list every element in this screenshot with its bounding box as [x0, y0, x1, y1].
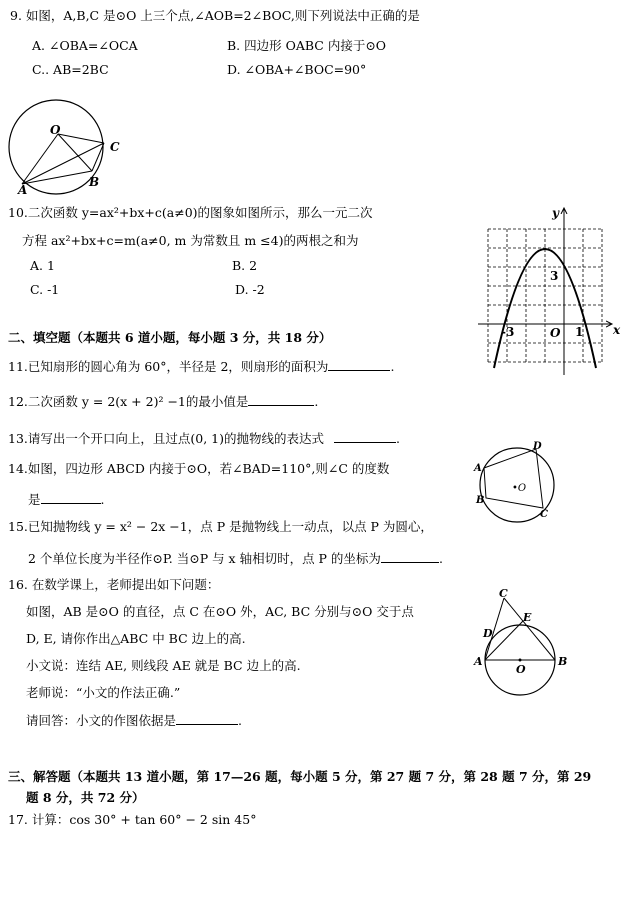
q16-line2: 如图，AB 是⊙O 的直径，点 C 在⊙O 外，AC, BC 分别与⊙O 交于点 — [26, 604, 414, 619]
fig16-label-c: C — [499, 587, 508, 600]
graph-y-label: y — [552, 206, 559, 220]
q15-text: 2 个单位长度为半径作⊙P. 当⊙P 与 x 轴相切时，点 P 的坐标为 — [28, 551, 381, 566]
q16-line3: D, E, 请你作出△ABC 中 BC 边上的高. — [26, 631, 246, 646]
graph-x-label: x — [613, 323, 621, 337]
fig14-label-b: B — [476, 495, 485, 506]
q10-line1: 10.二次函数 y=ax²+bx+c(a≠0)的图象如图所示，那么一元二次 — [8, 205, 373, 220]
fig9-label-b: B — [89, 175, 100, 189]
q12-answer-blank[interactable] — [248, 393, 314, 406]
q13 — [8, 430, 400, 447]
q9-option-a: A. ∠OBA=∠OCA — [32, 38, 138, 53]
fig9-label-c: C — [110, 140, 120, 154]
q14-line2 — [28, 491, 105, 508]
graph-tick-3: 3 — [550, 269, 559, 283]
q13-answer-blank[interactable] — [334, 430, 396, 443]
fig16-label-b: B — [558, 655, 568, 668]
q14-end: . — [100, 492, 105, 507]
q10-option-d: D. -2 — [235, 282, 265, 297]
q16-line6 — [26, 712, 242, 729]
graph-tick-1: 1 — [575, 325, 584, 339]
fig14-label-c: C — [540, 509, 548, 520]
q16-triangle-figure — [470, 585, 580, 675]
q13-text: 13.请写出一个开口向上，且过点(0, 1)的抛物线的表达式 — [8, 431, 324, 446]
q16-line5: 老师说：“小文的作法正确.” — [26, 685, 181, 700]
section3-heading-line2: 题 8 分，共 72 分） — [26, 790, 145, 805]
q16-answer-blank[interactable] — [176, 712, 238, 725]
fig9-label-o: O — [50, 123, 61, 137]
q10-parabola-graph — [470, 200, 620, 380]
section3-heading-line1: 三、解答题（本题共 13 道小题，第 17—26 题，每小题 5 分，第 27 题 7 分，第 28 题 7 分，第 29 — [8, 769, 592, 784]
q16-line4: 小文说：连结 AE, 则线段 AE 就是 BC 边上的高. — [26, 658, 301, 673]
q9-stem: 9. 如图，A,B,C 是⊙O 上三个点,∠AOB=2∠BOC,则下列说法中正确的是 — [10, 8, 420, 23]
q14-answer-blank[interactable] — [41, 491, 101, 504]
q10-option-a: A. 1 — [30, 258, 55, 273]
graph-tick-neg3: -3 — [501, 325, 515, 339]
q15-line1: 15.已知抛物线 y = x² − 2x −1，点 P 是抛物线上一动点，以点 P 为圆心， — [8, 519, 433, 534]
q16-line1: 16. 在数学课上，老师提出如下问题： — [8, 577, 220, 592]
fig14-label-o: •O — [512, 483, 527, 494]
q12-text: 12.二次函数 y = 2(x + 2)² −1的最小值是 — [8, 394, 249, 409]
fig16-label-e: E — [523, 611, 532, 624]
q14-text: 是 — [28, 492, 41, 507]
q15-answer-blank[interactable] — [381, 550, 439, 563]
fig9-label-a: A — [18, 183, 28, 197]
q12 — [8, 393, 318, 410]
q10-line2: 方程 ax²+bx+c=m(a≠0, m 为常数且 m ≤4)的两根之和为 — [22, 233, 359, 248]
q9-option-c: C.. AB=2BC — [32, 62, 109, 77]
q9-circle-figure — [0, 90, 130, 200]
q11-text: 11.已知扇形的圆心角为 60°，半径是 2，则扇形的面积为 — [8, 359, 329, 374]
q17: 17. 计算：cos 30° + tan 60° − 2 sin 45° — [8, 812, 257, 827]
graph-origin-label: O — [550, 326, 561, 340]
q14-line1: 14.如图，四边形 ABCD 内接于⊙O，若∠BAD=110°,则∠C 的度数 — [8, 461, 390, 476]
q15-end: . — [438, 551, 443, 566]
fig16-label-a: A — [474, 655, 483, 668]
fig14-label-a: A — [474, 463, 482, 474]
q15-line2 — [28, 550, 443, 567]
q14-quadrilateral-figure — [470, 440, 570, 522]
q16-end: . — [238, 713, 242, 728]
q11-answer-blank[interactable] — [328, 358, 390, 371]
q16-text: 请回答：小文的作图依据是 — [26, 713, 177, 728]
q11-end: . — [390, 359, 395, 374]
q9-option-d: D. ∠OBA+∠BOC=90° — [227, 62, 367, 77]
q10-option-c: C. -1 — [30, 282, 60, 297]
q11 — [8, 358, 394, 375]
q12-end: . — [314, 394, 319, 409]
fig16-label-o: O — [516, 663, 526, 676]
section2-heading: 二、填空题（本题共 6 道小题，每小题 3 分，共 18 分） — [8, 330, 332, 345]
q10-option-b: B. 2 — [232, 258, 258, 273]
fig14-label-d: D — [533, 441, 542, 452]
q13-end: . — [396, 431, 400, 446]
q9-option-b: B. 四边形 OABC 内接于⊙O — [227, 38, 387, 53]
fig16-label-d: D — [483, 627, 493, 640]
